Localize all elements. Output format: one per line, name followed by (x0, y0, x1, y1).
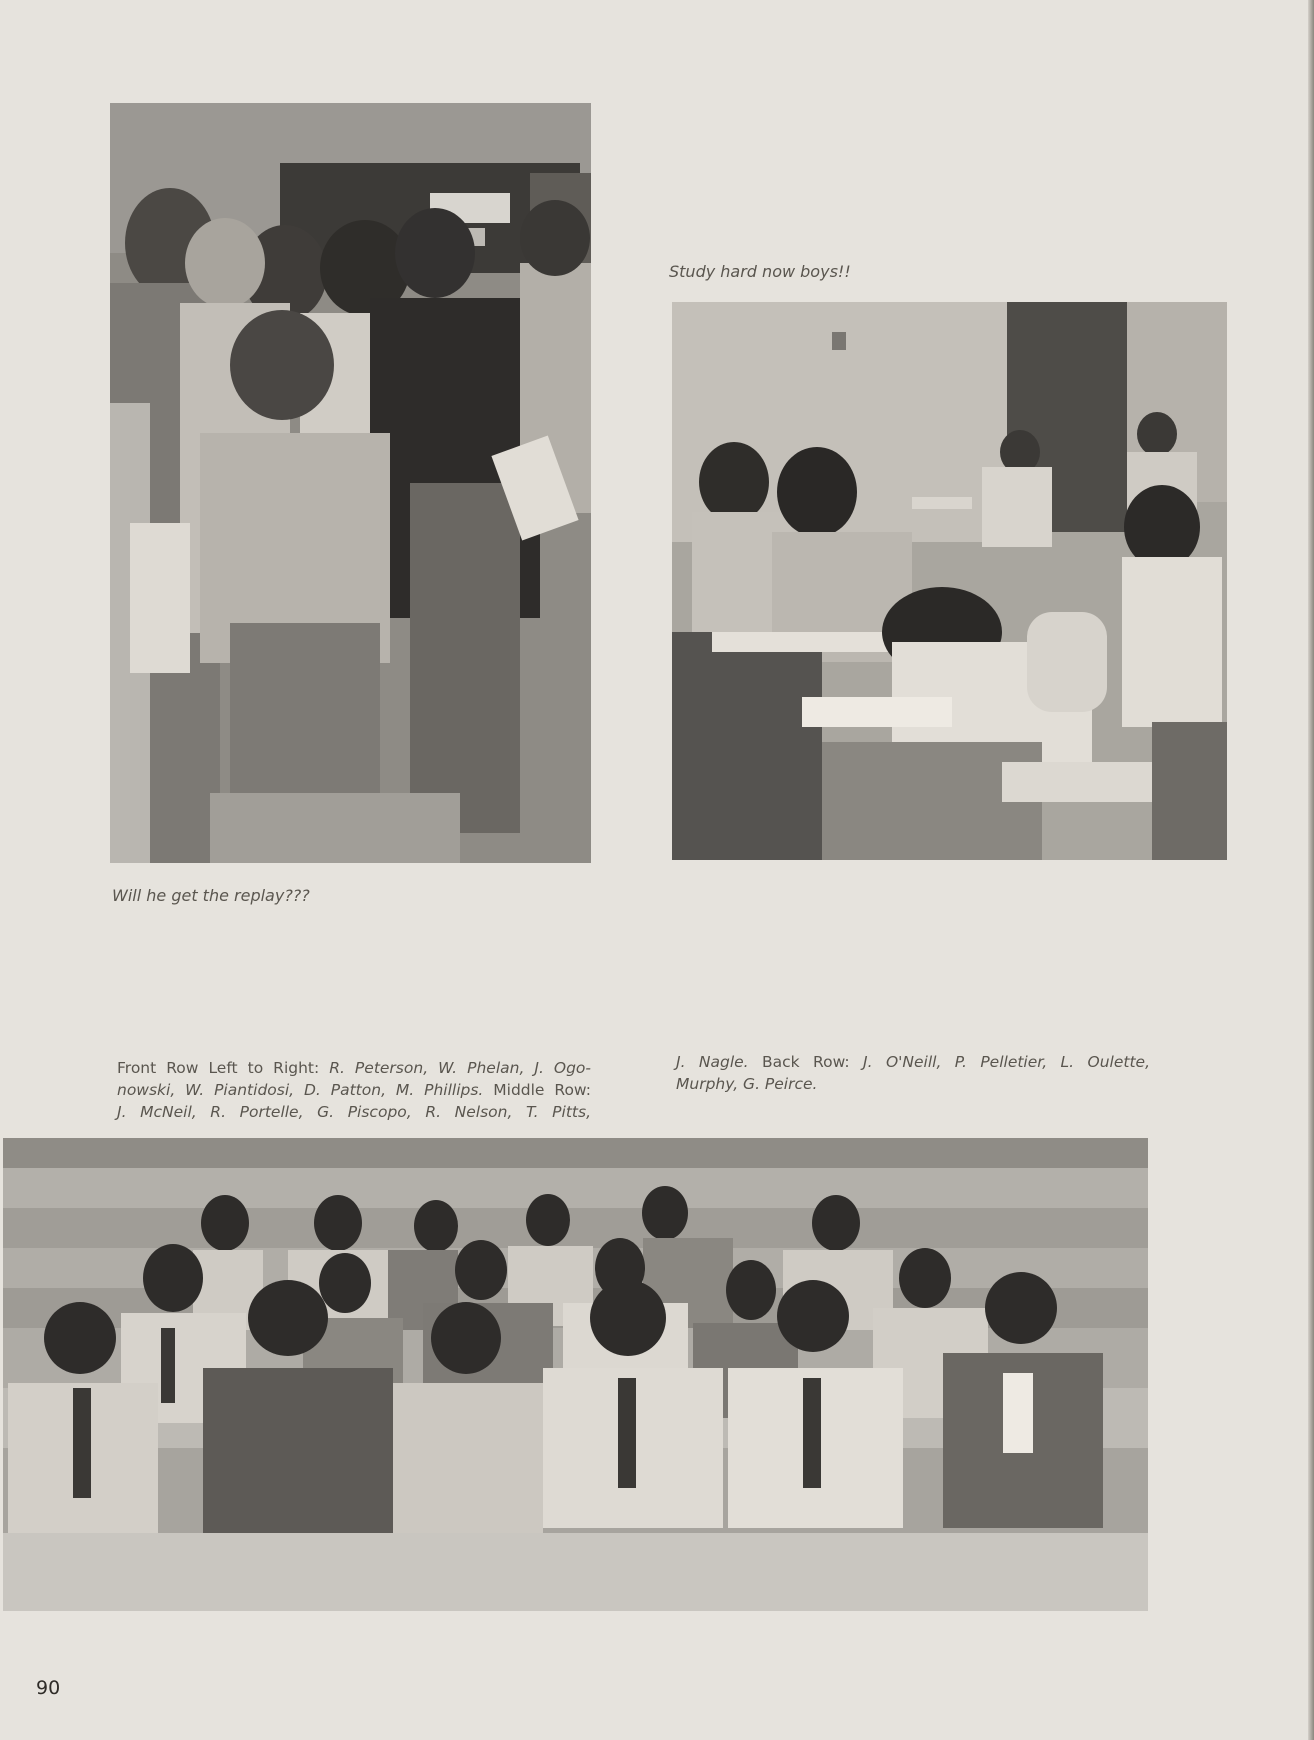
group-names-left (117, 1057, 591, 1123)
names-line (117, 1101, 591, 1123)
names-list: R. Peterson, W. Phelan, J. Ogo- (329, 1059, 591, 1077)
page-edge (1308, 0, 1314, 1740)
arcade-photo-image (110, 103, 591, 863)
names-label: Front Row Left to Right: (117, 1059, 330, 1077)
names-list: J. Nagle. (676, 1053, 762, 1071)
names-list: nowski, W. Piantidosi, D. Patton, M. Phillips. (117, 1081, 494, 1099)
names-list: Murphy, G. Peirce. (676, 1075, 818, 1093)
names-label: Middle Row: (493, 1081, 591, 1099)
arcade-caption: Will he get the replay??? (112, 886, 310, 905)
names-line (117, 1079, 591, 1101)
classroom-caption: Study hard now boys!! (669, 262, 851, 281)
names-line (676, 1051, 1150, 1073)
classroom-photo (672, 302, 1227, 860)
group-photo-image (3, 1138, 1148, 1611)
group-names-right (676, 1051, 1150, 1095)
page-number: 90 (36, 1677, 61, 1699)
names-line (117, 1057, 591, 1079)
names-label: Back Row: (762, 1053, 864, 1071)
arcade-photo (110, 103, 591, 863)
names-line (676, 1073, 1150, 1095)
names-list: J. McNeil, R. Portelle, G. Piscopo, R. Nelson, T. Pitts, (117, 1103, 591, 1121)
names-list: J. O'Neill, P. Pelletier, L. Oulette, (863, 1053, 1150, 1071)
classroom-photo-image (672, 302, 1227, 860)
group-photo (3, 1138, 1148, 1611)
